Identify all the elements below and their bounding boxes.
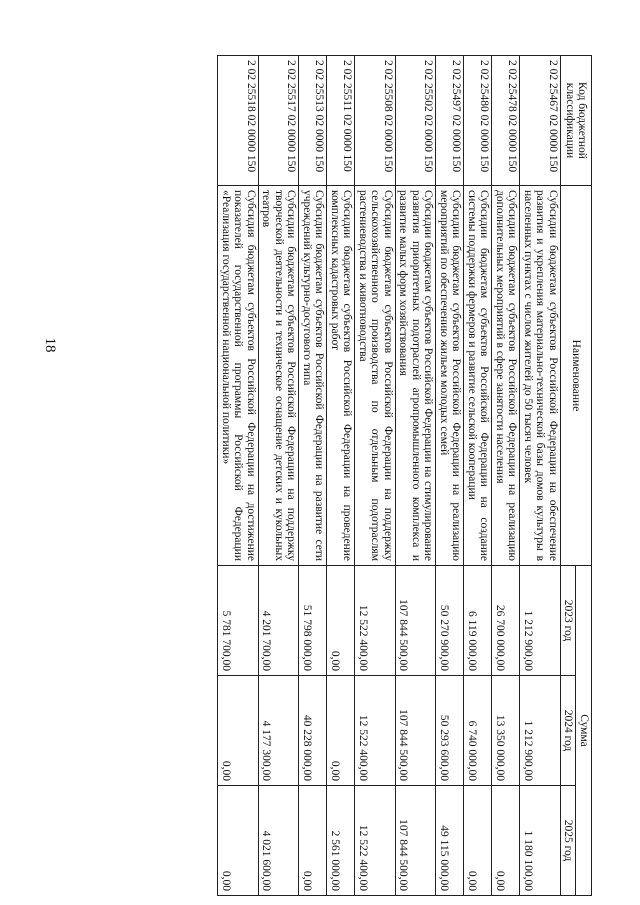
- header-row: [576, 56, 592, 896]
- value-2025-cell: 0,00: [299, 786, 327, 896]
- value-2025-cell: 49 115 000,00: [436, 786, 464, 896]
- code-cell: 2 02 25517 02 0000 150: [259, 56, 300, 186]
- value-2023-cell: 107 844 500,00: [396, 566, 437, 676]
- value-2024-cell: 12 522 400,00: [355, 676, 396, 786]
- value-2024-cell: 107 844 500,00: [396, 676, 437, 786]
- table-row: [259, 56, 300, 896]
- name-cell: Субсидии бюджетам субъектов Российской Федерации на обеспечение развития и укрепления материально-технической базы домов культуры в населенных пунктах с числом жителей до 50 тысяч человек: [520, 186, 561, 566]
- value-2023-cell: 51 798 000,00: [299, 566, 327, 676]
- table-row: [436, 56, 464, 896]
- code-cell: 2 02 25518 02 0000 150: [218, 56, 259, 186]
- code-cell: 2 02 25508 02 0000 150: [355, 56, 396, 186]
- name-cell: Субсидии бюджетам субъектов Российской Федерации на реализацию дополнительных мероприятий в сфере занятости населения: [492, 186, 520, 566]
- value-2025-cell: 0,00: [492, 786, 520, 896]
- value-2023-cell: 4 201 700,00: [259, 566, 300, 676]
- name-cell: Субсидии бюджетам субъектов Российской Федерации на развитие сети учреждений культурно-досугового типа: [299, 186, 327, 566]
- header-year-2023: 2023 год: [561, 566, 577, 676]
- name-cell: Субсидии бюджетам субъектов Российской Федерации на создание системы поддержки фермеров и развитие сельской кооперации: [464, 186, 492, 566]
- name-cell: Субсидии бюджетам субъектов Российской Федерации на стимулирование развития приоритетных подотраслей агропромышленного комплекса и развитие малых форм хозяйствования: [396, 186, 437, 566]
- value-2025-cell: 12 522 400,00: [355, 786, 396, 896]
- value-2025-cell: 1 180 100,00: [520, 786, 561, 896]
- code-cell: 2 02 25513 02 0000 150: [299, 56, 327, 186]
- header-code: Код бюджетной классификации: [561, 56, 592, 186]
- value-2023-cell: 6 119 000,00: [464, 566, 492, 676]
- table-row: [355, 56, 396, 896]
- code-cell: 2 02 25480 02 0000 150: [464, 56, 492, 186]
- code-cell: 2 02 25511 02 0000 150: [327, 56, 355, 186]
- table-row: [218, 56, 259, 896]
- table-row: [299, 56, 327, 896]
- table-row: [396, 56, 437, 896]
- code-cell: 2 02 25478 02 0000 150: [492, 56, 520, 186]
- value-2024-cell: 0,00: [327, 676, 355, 786]
- value-2024-cell: 1 212 900,00: [520, 676, 561, 786]
- value-2025-cell: 2 561 000,00: [327, 786, 355, 896]
- code-cell: 2 02 25497 02 0000 150: [436, 56, 464, 186]
- value-2024-cell: 50 293 600,00: [436, 676, 464, 786]
- value-2023-cell: 0,00: [327, 566, 355, 676]
- value-2024-cell: 40 228 000,00: [299, 676, 327, 786]
- value-2024-cell: 6 740 000,00: [464, 676, 492, 786]
- code-cell: 2 02 25467 02 0000 150: [520, 56, 561, 186]
- header-name: Наименование: [561, 186, 592, 566]
- table-row: [520, 56, 561, 896]
- name-cell: Субсидии бюджетам субъектов Российской Федерации на поддержку сельскохозяйственного производства по отдельным подотраслям растениеводства и животноводства: [355, 186, 396, 566]
- name-cell: Субсидия бюджетам субъектов Российской Федерации на достижение показателей государственной программы Российской Федерации «Реализация государственной национальной политики»: [218, 186, 259, 566]
- header-year-2025: 2025 год: [561, 786, 577, 896]
- value-2025-cell: 107 844 500,00: [396, 786, 437, 896]
- value-2024-cell: 4 177 300,00: [259, 676, 300, 786]
- value-2023-cell: 26 700 000,00: [492, 566, 520, 676]
- code-cell: 2 02 25502 02 0000 150: [396, 56, 437, 186]
- name-cell: Субсидии бюджетам субъектов Российской Федерации на реализацию мероприятий по обеспечению жильем молодых семей: [436, 186, 464, 566]
- value-2023-cell: 1 212 900,00: [520, 566, 561, 676]
- value-2023-cell: 12 522 400,00: [355, 566, 396, 676]
- name-cell: Субсидии бюджетам субъектов Российской Федерации на проведение комплексных кадастровых работ: [327, 186, 355, 566]
- value-2024-cell: 13 350 000,00: [492, 676, 520, 786]
- value-2023-cell: 50 270 900,00: [436, 566, 464, 676]
- value-2025-cell: 0,00: [218, 786, 259, 896]
- name-cell: Субсидии бюджетам субъектов Российской Федерации на поддержку творческой деятельности и техническое оснащение детских и кукольных театров: [259, 186, 300, 566]
- rotated-table-area: [122, 55, 592, 895]
- header-sum: Сумма: [576, 566, 592, 896]
- header-year-2024: 2024 год: [561, 676, 577, 786]
- value-2024-cell: 0,00: [218, 676, 259, 786]
- value-2025-cell: 4 021 600,00: [259, 786, 300, 896]
- budget-table: [218, 55, 593, 896]
- value-2025-cell: 0,00: [464, 786, 492, 896]
- table-row: [492, 56, 520, 896]
- table-row: [464, 56, 492, 896]
- value-2023-cell: 5 781 700,00: [218, 566, 259, 676]
- page-number: 18: [42, 337, 58, 353]
- table-row: [327, 56, 355, 896]
